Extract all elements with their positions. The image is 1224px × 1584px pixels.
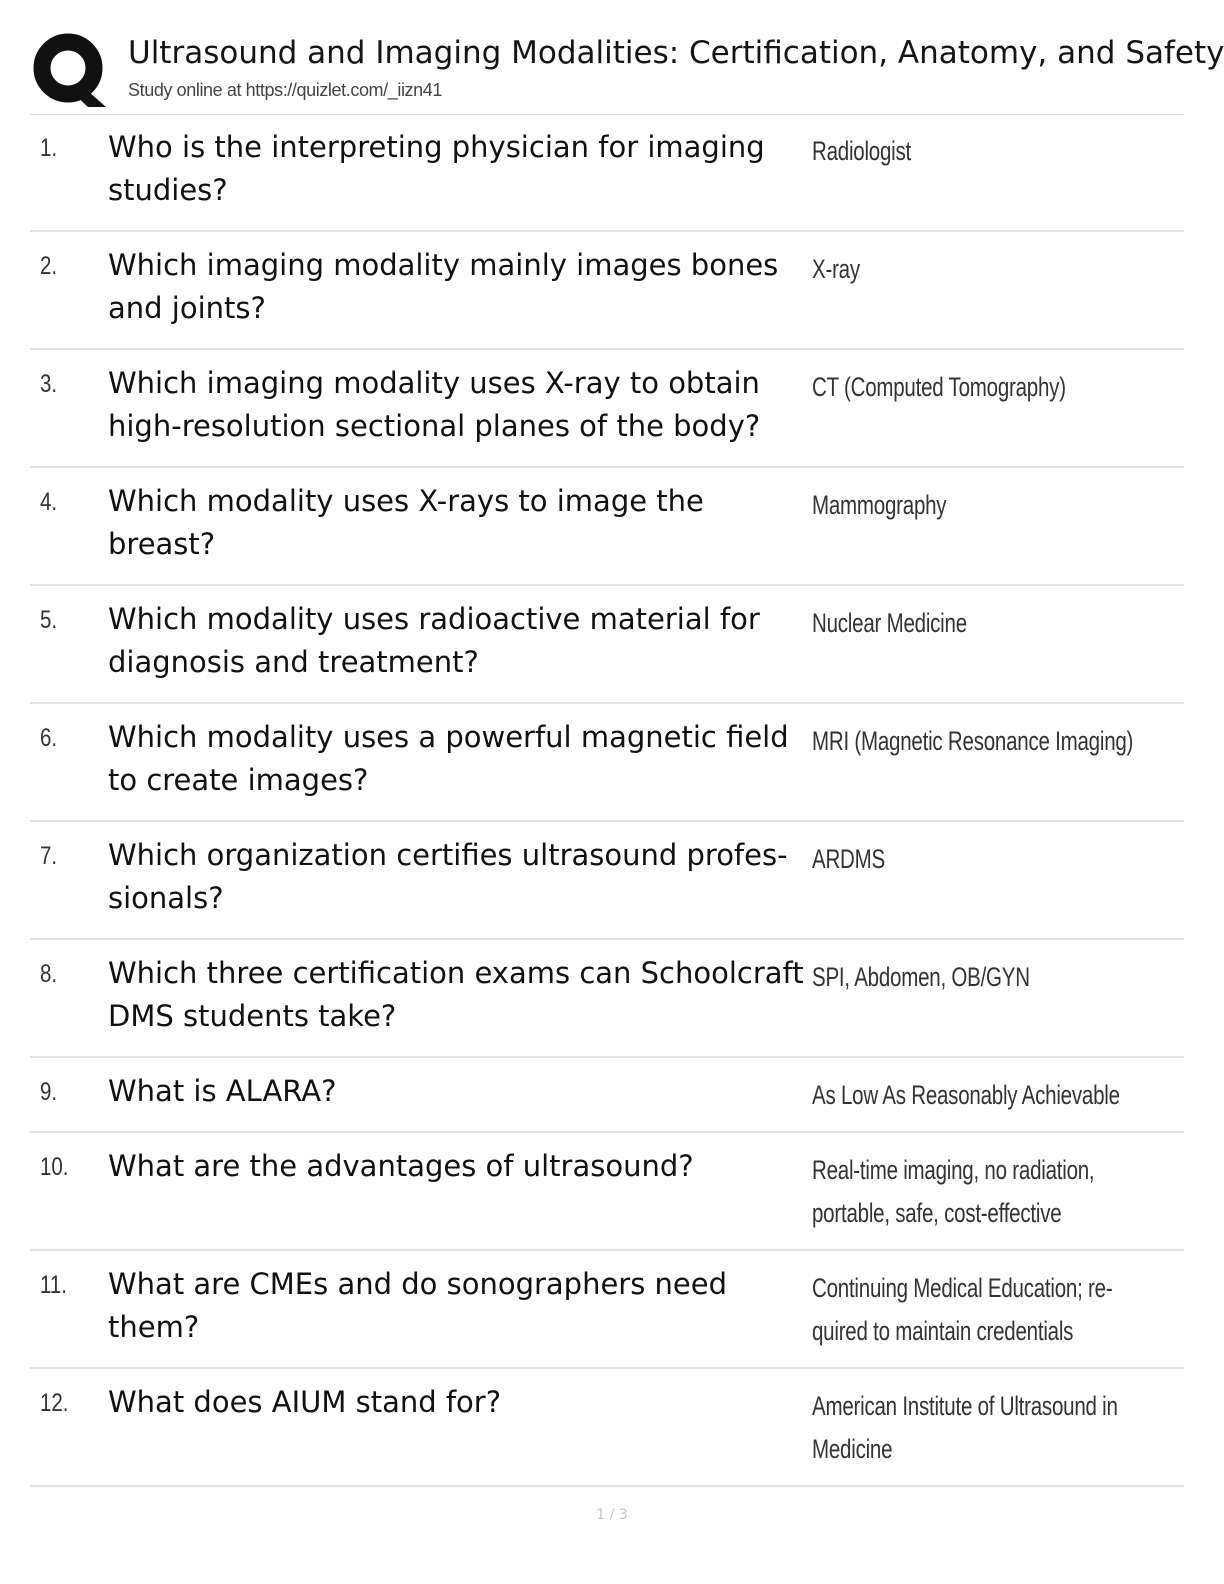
flashcard-row <box>30 1369 1184 1487</box>
card-answer: As Low As Reasonably Achievable <box>812 1080 1120 1110</box>
page-number: 1 / 3 <box>596 1507 628 1523</box>
card-answer: SPI, Abdomen, OB/GYN <box>812 962 1030 992</box>
card-question: Which imaging modality mainly images bones and joints? <box>108 248 779 325</box>
card-number: 3. <box>40 370 58 398</box>
card-question: What are the advantages of ultrasound? <box>108 1149 694 1183</box>
card-question: Which modality uses radioactive material for diagnosis and treatment? <box>108 602 760 679</box>
card-question: Which organization certifies ultrasound profes-sionals? <box>108 838 788 915</box>
flashcard-row <box>30 822 1184 940</box>
card-number: 5. <box>40 606 58 634</box>
card-number: 10. <box>40 1153 69 1181</box>
card-number: 2. <box>40 252 58 280</box>
card-question: What is ALARA? <box>108 1074 337 1108</box>
page-header <box>30 28 1224 115</box>
card-number: 7. <box>40 842 58 870</box>
flashcard-row <box>30 350 1184 468</box>
card-question: Which imaging modality uses X-ray to obtain high-resolution sectional planes of the body? <box>108 366 761 443</box>
card-number: 9. <box>40 1078 58 1106</box>
card-number: 11. <box>40 1271 67 1299</box>
card-answer: Continuing Medical Education; re-quired to maintain credentials <box>812 1273 1113 1346</box>
flashcard-list <box>30 114 1184 1487</box>
flashcard-row <box>30 940 1184 1058</box>
flashcard-row <box>30 1058 1184 1133</box>
flashcard-row <box>30 586 1184 704</box>
study-online-link[interactable]: Study online at https://quizlet.com/_iizn41 <box>128 80 442 100</box>
card-answer: Nuclear Medicine <box>812 608 967 638</box>
flashcard-row <box>30 232 1184 350</box>
card-question: Which three certification exams can Schoolcraft DMS students take? <box>108 956 804 1033</box>
card-question: Who is the interpreting physician for imaging studies? <box>108 130 765 207</box>
card-number: 6. <box>40 724 58 752</box>
card-answer: ARDMS <box>812 844 885 874</box>
flashcard-row <box>30 1133 1184 1251</box>
flashcard-row <box>30 114 1184 232</box>
card-number: 1. <box>40 134 58 162</box>
card-answer: Mammography <box>812 490 947 520</box>
card-question: What are CMEs and do sonographers need them? <box>108 1267 728 1344</box>
card-question: What does AIUM stand for? <box>108 1385 502 1419</box>
flashcard-row <box>30 704 1184 822</box>
flashcard-row <box>30 1251 1184 1369</box>
card-answer: Real-time imaging, no radiation, portable, safe, cost-effective <box>812 1155 1095 1228</box>
flashcard-row <box>30 468 1184 586</box>
card-answer: CT (Computed Tomography) <box>812 372 1066 402</box>
card-number: 8. <box>40 960 58 988</box>
card-answer: MRI (Magnetic Resonance Imaging) <box>812 726 1134 756</box>
card-answer: American Institute of Ultrasound in Medicine <box>812 1391 1118 1464</box>
card-number: 12. <box>40 1389 69 1417</box>
quizlet-logo-icon <box>32 32 108 108</box>
card-answer: Radiologist <box>812 136 912 166</box>
card-question: Which modality uses a powerful magnetic field to create images? <box>108 720 789 797</box>
card-number: 4. <box>40 488 58 516</box>
page-title: Ultrasound and Imaging Modalities: Certification, Anatomy, and Safety <box>128 35 1224 71</box>
card-answer: X-ray <box>812 254 860 284</box>
card-question: Which modality uses X-rays to image the breast? <box>108 484 704 561</box>
